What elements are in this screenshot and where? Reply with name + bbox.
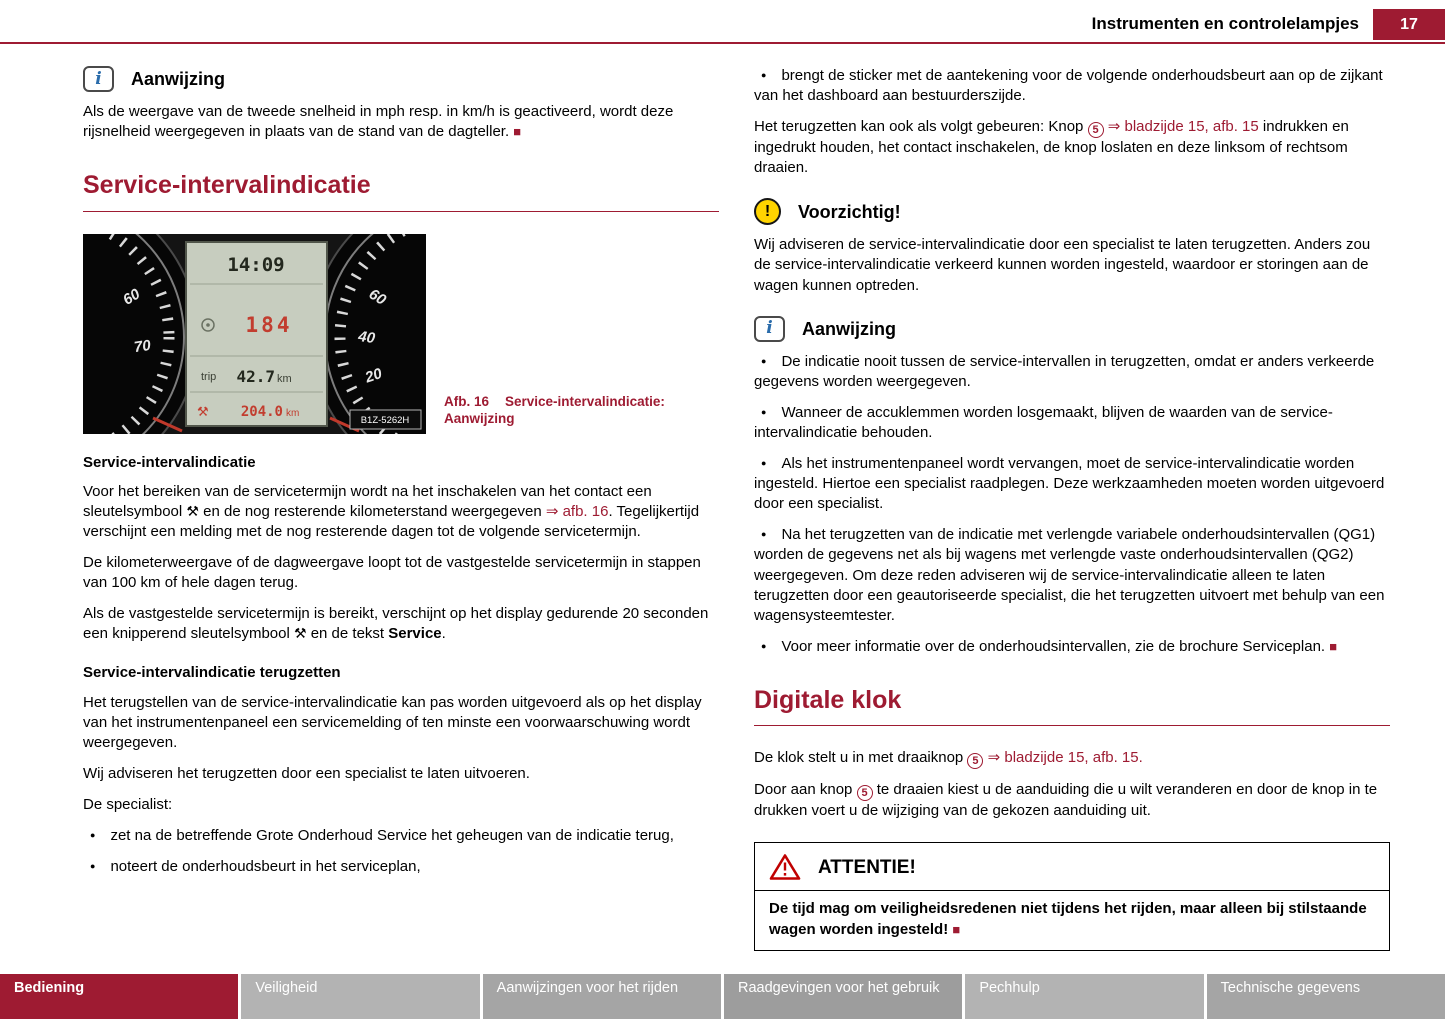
knob-5-symbol: 5 bbox=[1088, 122, 1104, 138]
trip-unit: km bbox=[277, 372, 292, 385]
trip-label: trip bbox=[201, 370, 217, 383]
note-title: Aanwijzing bbox=[131, 68, 225, 89]
note-header bbox=[754, 316, 1390, 342]
bullet-item: ● Wanneer de accuklemmen worden losgemaakt, blijven de waarden van de service-intervalindicatie behouden. bbox=[754, 403, 1390, 443]
bullet-item: ● zet na de betreffende Grote Onderhoud Service het geheugen van de indicatie terug, bbox=[83, 826, 719, 846]
footer-tab-technische-gegevens[interactable]: Technische gegevens bbox=[1207, 974, 1445, 1019]
gauge-number: 20 bbox=[363, 364, 385, 387]
cross-reference-link[interactable]: ⇒ afb. 16 bbox=[545, 502, 609, 520]
instrument-cluster-figure bbox=[83, 234, 426, 434]
right-column bbox=[754, 66, 1390, 951]
attention-header bbox=[755, 843, 1389, 890]
note-title: Aanwijzing bbox=[802, 318, 896, 339]
bullet-item: ● noteert de onderhoudsbeurt in het serviceplan, bbox=[83, 857, 719, 877]
bullet-item: ● De indicatie nooit tussen de service-intervallen in terugzetten, omdat er anders verkeerde gegevens worden weergegeven. bbox=[754, 352, 1390, 392]
attention-title: ATTENTIE! bbox=[818, 856, 916, 878]
section-title-service-intervalindicatie: Service-intervalindicatie bbox=[83, 169, 719, 212]
caution-exclamation-icon: ! bbox=[754, 198, 781, 225]
gauge-number: 40 bbox=[357, 327, 377, 347]
paragraph: Wij adviseren het terugzetten door een specialist te laten uitvoeren. bbox=[83, 764, 530, 782]
knob-5-symbol: 5 bbox=[857, 785, 873, 801]
gauge-number: 60 bbox=[365, 285, 389, 309]
service-km-display: 184 bbox=[245, 312, 293, 337]
wrench-icon: ⚒ bbox=[197, 404, 209, 420]
caution-title: Voorzichtig! bbox=[798, 201, 901, 222]
figure-caption-text: Service-intervalindicatie: Aanwijzing bbox=[444, 394, 665, 427]
paragraph: Het terugzetten kan ook als volgt gebeuren: Knop 5 ⇒ bladzijde 15, afb. 15 indrukken en ingedrukt houden, het contact inschakelen, de knop loslaten en deze linksom of rechtsom draaien. bbox=[754, 118, 1349, 177]
bullet-item: ● Als het instrumentenpaneel wordt vervangen, moet de service-intervalindicatie worden ingesteld. Hiertoe een specialist raadplegen. Deze werkzaamheden moeten worden uitgevoerd door een specialist. bbox=[754, 454, 1390, 514]
footer-tab-veiligheid[interactable]: Veiligheid bbox=[241, 974, 479, 1019]
header-title: Instrumenten en controlelampjes bbox=[1091, 14, 1359, 34]
info-icon: i bbox=[754, 316, 785, 342]
footer-nav bbox=[0, 974, 1445, 1019]
bullet-item: ● brengt de sticker met de aantekening voor de volgende onderhoudsbeurt aan op de zijkant van het dashboard aan bestuurderszijde. bbox=[754, 66, 1390, 106]
gauge-number: 60 bbox=[120, 285, 144, 309]
caution-body: Wij adviseren de service-intervalindicatie door een specialist te laten terugzetten. Anders zou de service-intervalindicatie verkeerd kunnen worden ingesteld, waardoor er storingen aan de wagen kunnen optreden. bbox=[754, 236, 1371, 294]
header-rule bbox=[0, 42, 1445, 44]
gauge-number: 70 bbox=[132, 336, 152, 356]
footer-tab-pechhulp[interactable]: Pechhulp bbox=[965, 974, 1203, 1019]
paragraph: Als de vastgestelde servicetermijn is bereikt, verschijnt op het display gedurende 20 seconden een knipperend sleutelsymbool ⚒ en de tekst Service. bbox=[83, 605, 709, 643]
note-body: Als de weergave van de tweede snelheid in mph resp. in km/h is geactiveerd, wordt deze rijsnelheid weergegeven in plaats van de stand van de dagteller. ■ bbox=[83, 103, 674, 141]
paragraph: De kilometerweergave of de dagweergave loopt tot de vastgestelde servicetermijn in stappen van 100 km of hele dagen terug. bbox=[83, 554, 701, 592]
note-header bbox=[83, 66, 719, 92]
attention-box bbox=[754, 842, 1390, 950]
cross-reference-link[interactable]: ⇒ bladzijde 15, afb. 15. bbox=[987, 749, 1143, 767]
page-number: 17 bbox=[1373, 9, 1445, 40]
bullet-item: ● Voor meer informatie over de onderhoudsintervallen, zie de brochure Serviceplan. ■ bbox=[754, 637, 1390, 657]
knob-5-symbol: 5 bbox=[967, 753, 983, 769]
caution-header bbox=[754, 198, 1390, 225]
paragraph: Door aan knop 5 te draaien kiest u de aanduiding die u wilt veranderen en door de knop in te drukken voert u de wijziging van de gekozen aanduiding uit. bbox=[754, 781, 1378, 820]
attention-body: De tijd mag om veiligheidsredenen niet tijdens het rijden, maar alleen bij stilstaande wagen worden ingesteld! ■ bbox=[755, 890, 1389, 949]
warning-triangle-icon bbox=[769, 853, 801, 881]
odometer-unit: km bbox=[286, 407, 300, 419]
section-title-digitale-klok: Digitale klok bbox=[754, 684, 1390, 727]
bullet-item: ● Na het terugzetten van de indicatie met verlengde variabele onderhoudsintervallen (QG1) worden de gegevens net als bij wagens met verlengde vaste onderhoudsintervallen (QG2) weergegeven. Om deze reden adviseren wij de service-intervalindicatie alleen te laten terugzetten door een geautoriseerde specialist, die het terugzetten uitvoert met behulp van een wagensysteemtester. bbox=[754, 525, 1390, 625]
footer-tab-bediening[interactable]: Bediening bbox=[0, 974, 238, 1019]
info-icon: i bbox=[83, 66, 114, 92]
figure-caption bbox=[444, 393, 694, 428]
figure-caption-label: Afb. 16 bbox=[444, 394, 490, 410]
left-column bbox=[83, 66, 719, 888]
subheading-service-intervalindicatie: Service-intervalindicatie bbox=[83, 453, 256, 471]
footer-tab-aanwijzingen-voor-het-rijden[interactable]: Aanwijzingen voor het rijden bbox=[483, 974, 721, 1019]
paragraph: Voor het bereiken van de servicetermijn wordt na het inschakelen van het contact een sleutelsymbool ⚒ en de nog resterende kilometerstand weergegeven ⇒ afb. 16. Tegelijkertijd verschijnt een melding met de nog resterende dagen tot de volgende servicetermijn. bbox=[83, 482, 700, 540]
paragraph: Het terugstellen van de service-intervalindicatie kan pas worden uitgevoerd als op het display van het instrumentenpaneel een servicemelding of ten minste een voorwaarschuwing wordt weergegeven. bbox=[83, 693, 702, 751]
page-header bbox=[0, 9, 1445, 40]
trip-value: 42.7 bbox=[236, 366, 275, 386]
figure-code: B1Z-5262H bbox=[360, 414, 410, 426]
paragraph: De klok stelt u in met draaiknop 5 ⇒ bladzijde 15, afb. 15. bbox=[754, 749, 1143, 768]
odometer-value: 204.0 bbox=[240, 403, 283, 420]
cross-reference-link[interactable]: ⇒ bladzijde 15, afb. 15 bbox=[1107, 118, 1259, 136]
figure-row bbox=[83, 234, 719, 434]
paragraph: De specialist: bbox=[83, 795, 173, 813]
clock-display: 14:09 bbox=[227, 253, 285, 276]
subheading-terugzetten: Service-intervalindicatie terugzetten bbox=[83, 664, 341, 682]
footer-tab-raadgevingen-voor-het-gebruik[interactable]: Raadgevingen voor het gebruik bbox=[724, 974, 962, 1019]
